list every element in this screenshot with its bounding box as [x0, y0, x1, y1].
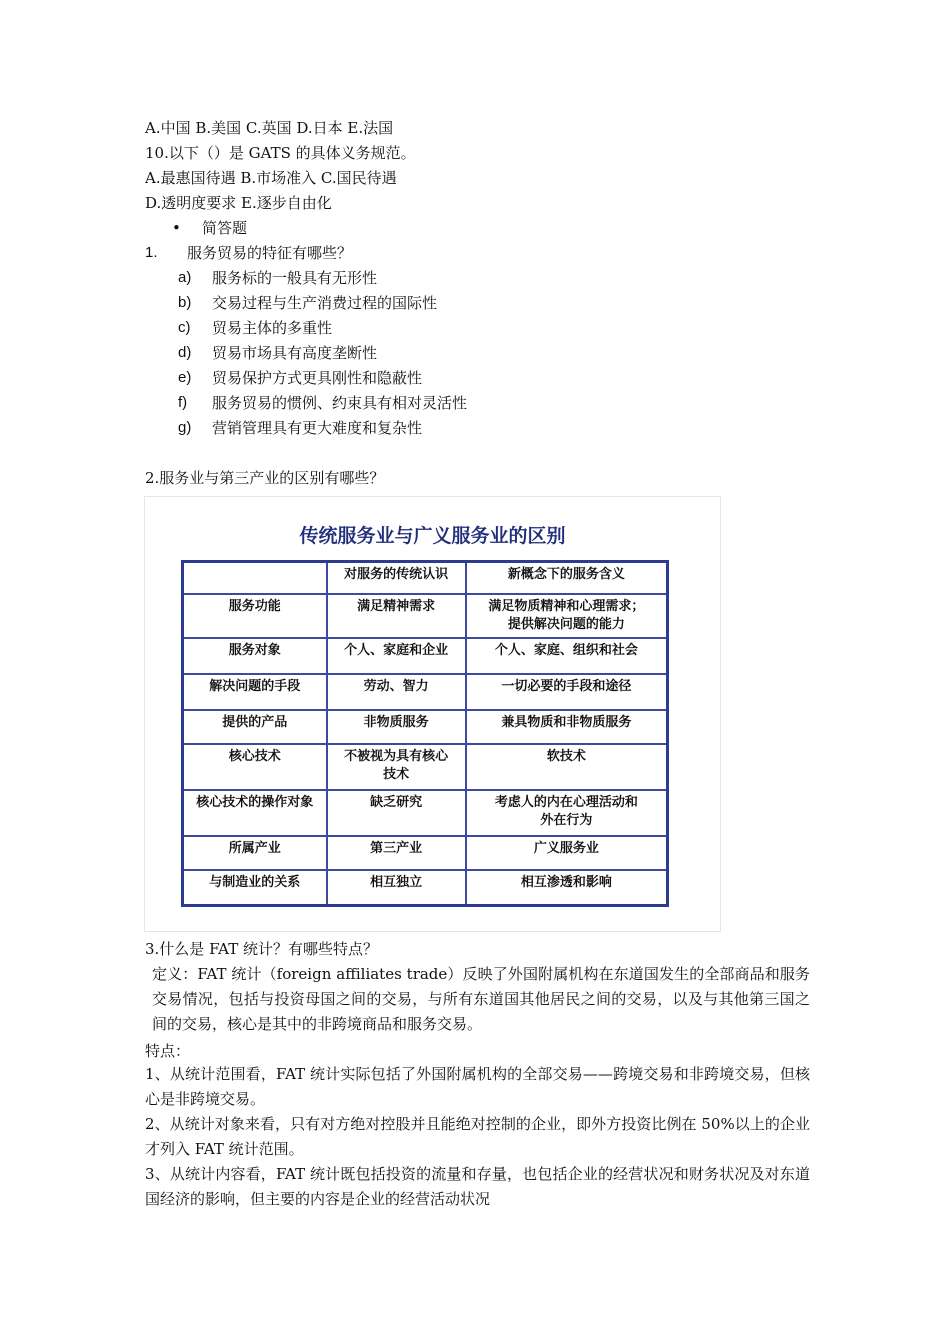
table-cell: 一切必要的手段和途径: [466, 674, 668, 710]
table-row: [183, 836, 668, 870]
table-cell: 兼具物质和非物质服务: [466, 710, 668, 744]
list-item: 交易过程与生产消费过程的国际性: [212, 294, 438, 312]
table-cell: 所属产业: [183, 836, 327, 870]
q10-options-1: A.最惠国待遇 B.市场准入 C.国民待遇: [145, 169, 397, 187]
table-cell: 非物质服务: [327, 710, 466, 744]
table-cell: 缺乏研究: [327, 790, 466, 836]
q1-title: 服务贸易的特征有哪些？: [187, 244, 353, 262]
table-cell: 考虑人的内在心理活动和 外在行为: [466, 790, 668, 836]
section-title: 简答题: [202, 219, 248, 237]
table-cell: 软技术: [466, 744, 668, 790]
table-cell: 满足精神需求: [327, 594, 466, 638]
list-item-label: g): [178, 419, 192, 436]
table-cell: 服务功能: [183, 594, 327, 638]
list-item: 贸易市场具有高度垄断性: [212, 344, 378, 362]
table-row: [183, 638, 668, 674]
table-row: [183, 674, 668, 710]
q10-stem: 10.以下（）是 GATS 的具体义务规范。: [145, 144, 416, 162]
table-cell: 核心技术的操作对象: [183, 790, 327, 836]
list-item: 营销管理具有更大难度和复杂性: [212, 419, 423, 437]
figure-title: 传统服务业与广义服务业的区别: [299, 525, 566, 547]
list-item-label: e): [178, 369, 192, 386]
q3-feature-1: 1、从统计范围看，FAT 统计实际包括了外国附属机构的全部交易——跨境交易和非跨境交易，但核心是非跨境交易。: [145, 1065, 810, 1108]
q3-feature-3: 3、从统计内容看，FAT 统计既包括投资的流量和存量，也包括企业的经营状况和财务状况及对东道国经济的影响，但主要的内容是企业的经营活动状况: [145, 1165, 810, 1208]
q3-definition: 定义：FAT 统计（foreign affiliates trade）反映了外国附属机构在东道国发生的全部商品和服务交易情况，包括与投资母国之间的交易，与所有东道国其他居民之间的交易，以及与其他第三国之间的交易，核心是其中的非跨境商品和服务交易。: [152, 965, 810, 1033]
table-cell: 核心技术: [183, 744, 327, 790]
table-row: [183, 870, 668, 906]
list-item: 贸易主体的多重性: [212, 319, 333, 337]
list-item-label: f): [178, 394, 188, 411]
table-row: [183, 710, 668, 744]
q10-options-2: D.透明度要求 E.逐步自由化: [145, 194, 332, 212]
list-item-label: d): [178, 344, 192, 361]
q2-title: 2.服务业与第三产业的区别有哪些？: [145, 469, 385, 487]
table-cell: 劳动、智力: [327, 674, 466, 710]
table-header-cell: 对服务的传统认识: [327, 562, 466, 594]
table-row: [183, 594, 668, 638]
q3-title: 3.什么是 FAT 统计？有哪些特点？: [145, 940, 378, 958]
comparison-figure: [144, 496, 721, 932]
table-header-cell: [183, 562, 327, 594]
table-cell: 相互渗透和影响: [466, 870, 668, 906]
q1-number: 1.: [145, 244, 158, 261]
table-row: [183, 744, 668, 790]
table-cell: 个人、家庭、组织和社会: [466, 638, 668, 674]
table-cell: 服务对象: [183, 638, 327, 674]
table-cell: 广义服务业: [466, 836, 668, 870]
table-cell: 与制造业的关系: [183, 870, 327, 906]
list-item: 服务贸易的惯例、约束具有相对灵活性: [212, 394, 468, 412]
q9-options: A.中国 B.美国 C.英国 D.日本 E.法国: [145, 119, 394, 137]
list-item-label: a): [178, 269, 192, 286]
table-header-row: [183, 562, 668, 594]
list-item: 贸易保护方式更具刚性和隐蔽性: [212, 369, 423, 387]
list-item-label: c): [178, 319, 191, 336]
table-header-cell: 新概念下的服务含义: [466, 562, 668, 594]
section-bullet: •: [172, 219, 181, 237]
q3-features-label: 特点：: [145, 1042, 191, 1060]
comparison-table: [181, 560, 669, 907]
table-cell: 提供的产品: [183, 710, 327, 744]
table-cell: 不被视为具有核心 技术: [327, 744, 466, 790]
table-cell: 满足物质精神和心理需求； 提供解决问题的能力: [466, 594, 668, 638]
table-row: [183, 790, 668, 836]
table-cell: 相互独立: [327, 870, 466, 906]
list-item-label: b): [178, 294, 192, 311]
table-cell: 第三产业: [327, 836, 466, 870]
table-cell: 个人、家庭和企业: [327, 638, 466, 674]
q3-feature-2: 2、从统计对象来看，只有对方绝对控股并且能绝对控制的企业，即外方投资比例在 50%以上的企业才列入 FAT 统计范围。: [145, 1115, 810, 1158]
list-item: 服务标的一般具有无形性: [212, 269, 378, 287]
table-cell: 解决问题的手段: [183, 674, 327, 710]
